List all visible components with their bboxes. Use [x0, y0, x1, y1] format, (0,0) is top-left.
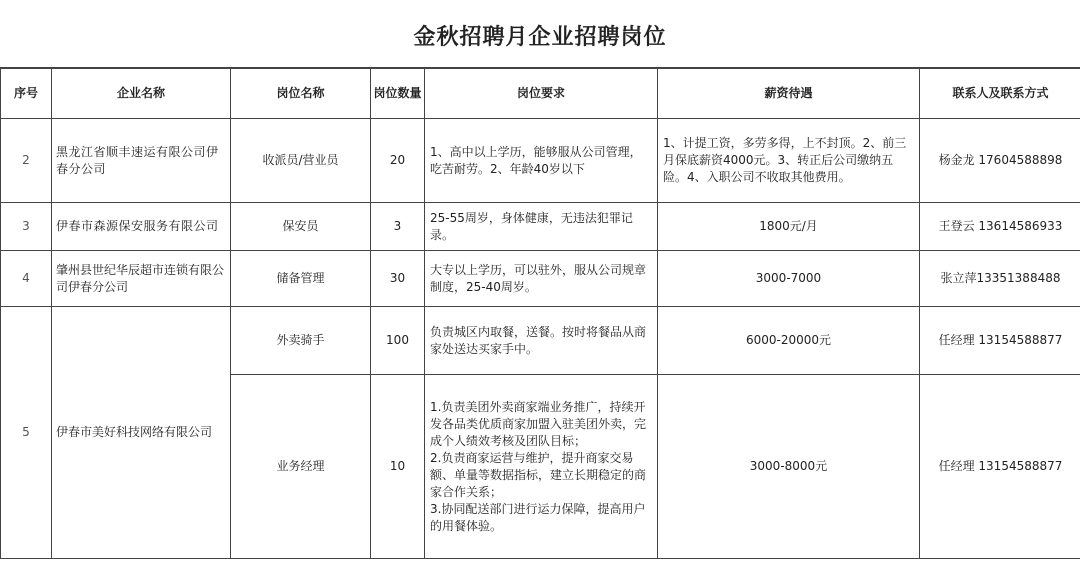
cell-requirement: 25-55周岁，身体健康，无违法犯罪记录。: [425, 203, 658, 251]
header-position: 岗位名称: [231, 69, 371, 119]
cell-count: 30: [371, 251, 425, 307]
header-company: 企业名称: [52, 69, 231, 119]
cell-position: 业务经理: [231, 375, 371, 559]
cell-requirement: 1.负责美团外卖商家端业务推广，持续开发各品类优质商家加盟入驻美团外卖，完成个人绩效考核及团队目标； 2.负责商家运营与维护，提升商家交易额、单量等数据指标，建立长期稳定的商家合作关系； 3.协同配送部门进行运力保障，提高用户的用餐体验。: [425, 375, 658, 559]
cell-company: 黑龙江省顺丰速运有限公司伊春分公司: [52, 119, 231, 203]
table-row: [1, 119, 1080, 203]
jobs-table: [0, 68, 1080, 559]
cell-contact: 杨金龙 17604588898: [920, 119, 1080, 203]
cell-no: 5: [1, 307, 52, 559]
cell-count: 100: [371, 307, 425, 375]
cell-salary: 3000-8000元: [658, 375, 920, 559]
cell-position: 储备管理: [231, 251, 371, 307]
cell-salary: 3000-7000: [658, 251, 920, 307]
cell-contact: 任经理 13154588877: [920, 375, 1080, 559]
cell-count: 10: [371, 375, 425, 559]
cell-requirement: 大专以上学历，可以驻外，服从公司规章制度，25-40周岁。: [425, 251, 658, 307]
cell-requirement: 1、高中以上学历，能够服从公司管理，吃苦耐劳。2、年龄40岁以下: [425, 119, 658, 203]
header-no: 序号: [1, 69, 52, 119]
page-title: 金秋招聘月企业招聘岗位: [0, 0, 1080, 68]
cell-count: 20: [371, 119, 425, 203]
cell-company: 肇州县世纪华辰超市连锁有限公司伊春分公司: [52, 251, 231, 307]
cell-salary: 6000-20000元: [658, 307, 920, 375]
cell-contact: 王登云 13614586933: [920, 203, 1080, 251]
cell-salary: 1、计提工资，多劳多得，上不封顶。2、前三月保底薪资4000元。3、转正后公司缴纳五险。4、入职公司不收取其他费用。: [658, 119, 920, 203]
cell-no: 4: [1, 251, 52, 307]
cell-company: 伊春市森源保安服务有限公司: [52, 203, 231, 251]
cell-position: 保安员: [231, 203, 371, 251]
cell-company: 伊春市美好科技网络有限公司: [52, 307, 231, 559]
cell-no: 2: [1, 119, 52, 203]
header-salary: 薪资待遇: [658, 69, 920, 119]
header-requirement: 岗位要求: [425, 69, 658, 119]
header-contact: 联系人及联系方式: [920, 69, 1080, 119]
cell-requirement: 负责城区内取餐，送餐。按时将餐品从商家处送达买家手中。: [425, 307, 658, 375]
cell-contact: 任经理 13154588877: [920, 307, 1080, 375]
header-count: 岗位数量: [371, 69, 425, 119]
cell-contact: 张立萍13351388488: [920, 251, 1080, 307]
table-row: [1, 203, 1080, 251]
table-header-row: [1, 69, 1080, 119]
cell-position: 外卖骑手: [231, 307, 371, 375]
table-row: [1, 251, 1080, 307]
cell-count: 3: [371, 203, 425, 251]
cell-salary: 1800元/月: [658, 203, 920, 251]
table-row: [1, 307, 1080, 375]
cell-position: 收派员/营业员: [231, 119, 371, 203]
cell-no: 3: [1, 203, 52, 251]
